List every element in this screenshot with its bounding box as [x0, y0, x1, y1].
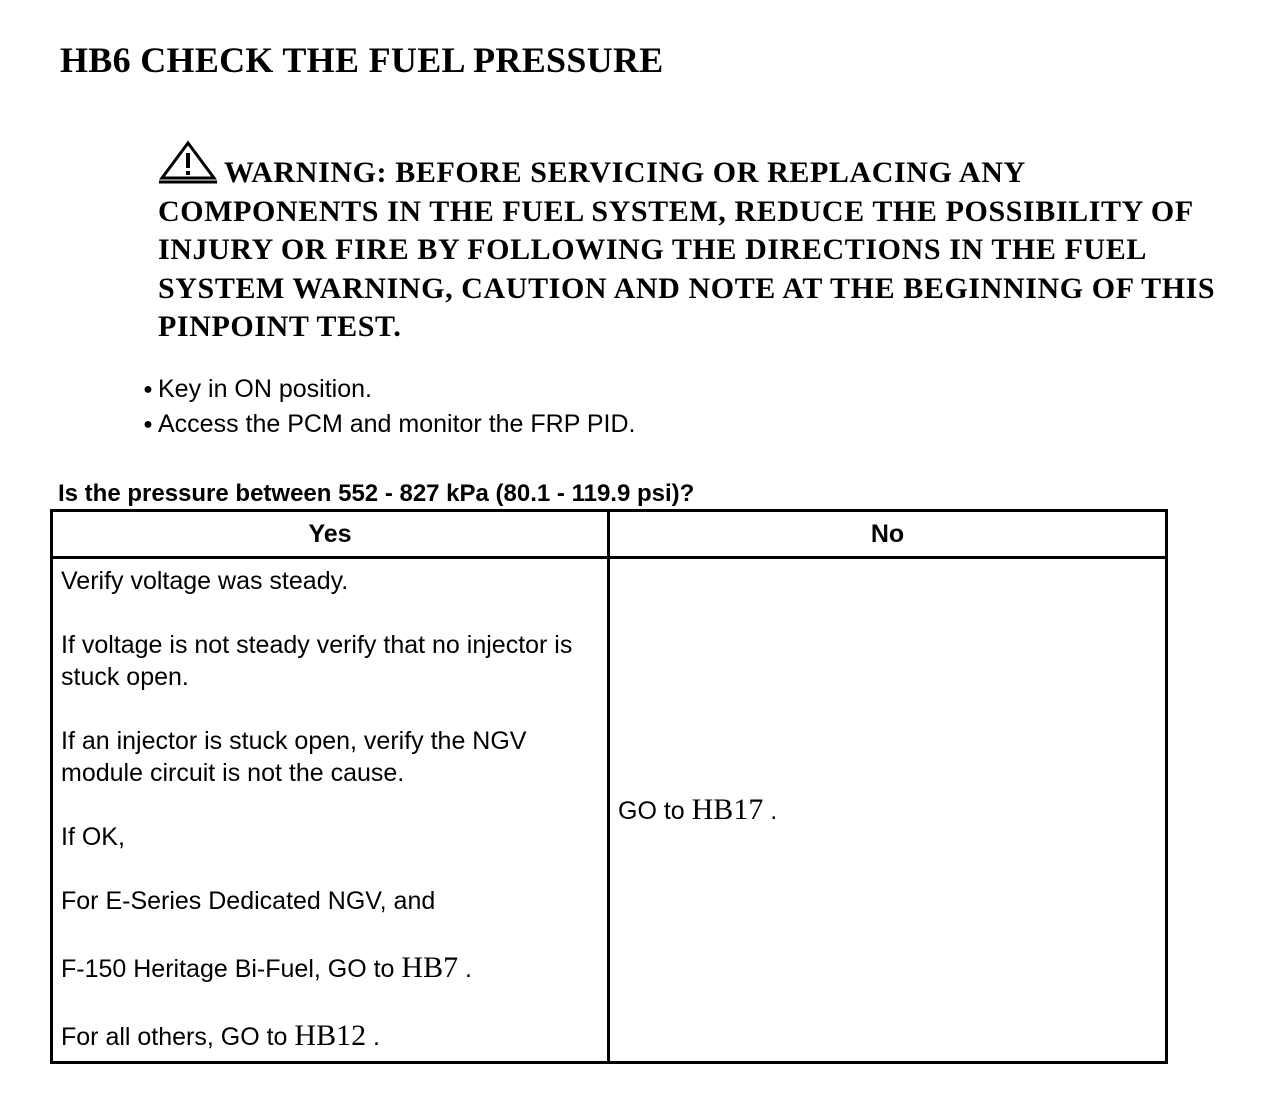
- yes-paragraph: If an injector is stuck open, verify the NGV module circuit is not the cause.: [61, 727, 527, 787]
- result-table: [50, 509, 1168, 1064]
- bullet-icon: ●: [143, 416, 153, 433]
- step-text: F-150 Heritage Bi-Fuel, GO to: [61, 955, 402, 983]
- table-header-row: [52, 511, 1167, 558]
- no-cell: [609, 558, 1167, 1063]
- step-list: [138, 372, 636, 442]
- yes-paragraph: Verify voltage was steady.: [61, 567, 349, 595]
- bullet-icon: ●: [143, 381, 153, 398]
- warning-triangle-icon: [158, 140, 218, 186]
- page-title: HB6 CHECK THE FUEL PRESSURE: [60, 40, 664, 80]
- yes-header: Yes: [52, 511, 609, 558]
- question: Is the pressure between 552 - 827 kPa (80.1 - 119.9 psi)?: [58, 480, 695, 507]
- warning-text: WARNING: BEFORE SERVICING OR REPLACING ANY COMPONENTS IN THE FUEL SYSTEM, REDUCE THE POSSIBILITY OF INJURY OR FIRE BY FOLLOWING THE DIRECTIONS IN THE FUEL SYSTEM WARNING, CAUTION AND NOTE AT THE BEGINNING OF THIS PINPOINT TEST.: [158, 156, 1216, 343]
- punctuation: .: [763, 797, 778, 825]
- step-text: Key in ON position.: [158, 375, 372, 403]
- hb12-link[interactable]: HB12: [294, 1019, 367, 1052]
- yes-paragraph: If voltage is not steady verify that no injector is stuck open.: [61, 631, 573, 691]
- warning-block: [158, 140, 1238, 347]
- yes-paragraph: [61, 1020, 599, 1053]
- no-header: No: [609, 511, 1167, 558]
- step-text: Access the PCM and monitor the FRP PID.: [158, 410, 636, 438]
- punctuation: .: [366, 1023, 381, 1051]
- yes-paragraph: [61, 952, 599, 985]
- yes-paragraph: If OK,: [61, 823, 125, 851]
- no-text: GO to: [618, 797, 692, 825]
- punctuation: .: [458, 955, 472, 983]
- yes-paragraph: For E-Series Dedicated NGV, and: [61, 887, 436, 915]
- table-row: [52, 558, 1167, 1063]
- yes-cell: [52, 558, 609, 1063]
- step-text: For all others, GO to: [61, 1023, 295, 1051]
- hb7-link[interactable]: HB7: [401, 951, 459, 984]
- hb17-link[interactable]: HB17: [691, 793, 764, 826]
- list-item: [138, 372, 636, 407]
- list-item: [138, 407, 636, 442]
